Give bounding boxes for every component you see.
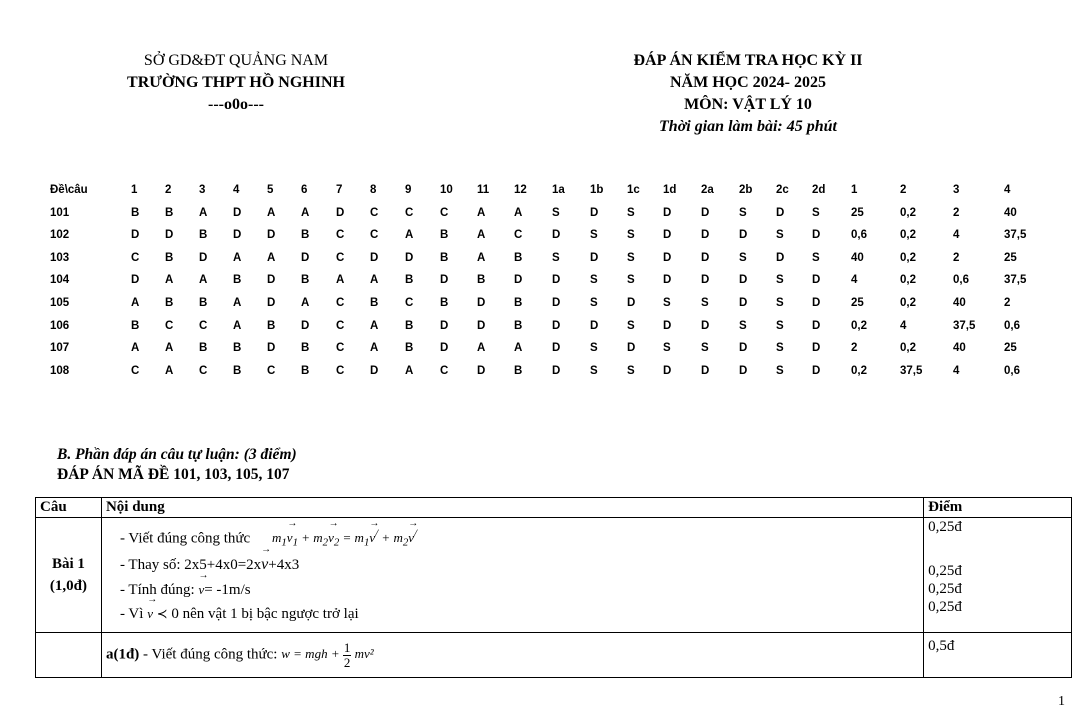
bai1-line2-text: - Thay số: 2x5+4x0=2x: [119, 557, 262, 573]
exam-title: ĐÁP ÁN KIỂM TRA HỌC KỲ II: [633, 52, 863, 69]
answer-cell: 4: [953, 229, 960, 242]
answer-cell: B: [514, 364, 523, 377]
answer-cell: S: [812, 251, 820, 264]
answer-cell: D: [663, 251, 672, 264]
answer-cell: D: [267, 229, 276, 242]
answer-cell: S: [701, 342, 709, 355]
department-name: SỞ GD&ĐT QUẢNG NAM: [143, 52, 329, 69]
answer-cell: S: [776, 319, 784, 332]
answer-cell: C: [514, 229, 523, 242]
answer-cell: A: [233, 251, 242, 264]
bai1-line-1: [106, 518, 919, 556]
answer-cell: S: [776, 364, 784, 377]
answer-cell: S: [590, 229, 598, 242]
bai1-cell: [36, 518, 102, 633]
answer-cell: 37,5: [900, 364, 923, 377]
answer-grid-row: [0, 229, 1087, 252]
answer-cell: B: [199, 229, 208, 242]
answer-cell: D: [233, 206, 242, 219]
question-number: 11: [477, 184, 490, 196]
answer-cell: S: [590, 364, 598, 377]
answer-cell: A: [301, 206, 310, 219]
exam-header: [598, 50, 898, 138]
answer-cell: D: [701, 229, 710, 242]
bai1-label: Bài 1: [52, 556, 85, 572]
question-number: 1c: [627, 184, 640, 196]
answer-cell: D: [131, 274, 140, 287]
answer-cell: 40: [953, 342, 966, 355]
answer-cell: D: [812, 296, 821, 309]
bai1-line1-text: - Viết đúng công thức: [119, 530, 251, 547]
answer-cell: D: [165, 229, 174, 242]
answer-cell: D: [301, 251, 310, 264]
question-number: 3: [199, 184, 206, 196]
question-number: 2c: [776, 184, 789, 196]
school-header: [106, 50, 366, 116]
answer-cell: A: [233, 319, 242, 332]
exam-code: 105: [50, 296, 70, 309]
bai1-line4-suffix: nên vật 1 bị bậc ngược trở lại: [182, 606, 359, 622]
answer-cell: A: [477, 206, 486, 219]
answer-cell: S: [739, 319, 747, 332]
answer-cell: 0,6: [1004, 319, 1020, 332]
answer-cell: D: [552, 319, 561, 332]
answer-cell: S: [627, 251, 635, 264]
answer-grid-header: [0, 184, 1087, 207]
answer-cell: D: [477, 364, 486, 377]
bai2a-line: [106, 633, 919, 670]
answer-cell: D: [199, 251, 208, 264]
answer-cell: 37,5: [1004, 229, 1027, 242]
answer-cell: 2: [953, 251, 960, 264]
answer-cell: D: [267, 296, 276, 309]
answer-grid-row: [0, 320, 1087, 343]
question-number: 10: [440, 184, 453, 196]
col-cau: Câu: [36, 498, 102, 518]
answer-cell: A: [165, 342, 174, 355]
answer-cell: D: [663, 229, 672, 242]
answer-grid-row: [0, 274, 1087, 297]
answer-cell: B: [165, 251, 174, 264]
answer-cell: D: [440, 274, 449, 287]
answer-cell: 4: [851, 274, 858, 287]
answer-cell: S: [552, 251, 560, 264]
question-number: 6: [301, 184, 308, 196]
answer-cell: C: [336, 319, 345, 332]
answer-cell: B: [405, 274, 414, 287]
answer-cell: D: [301, 319, 310, 332]
answer-cell: D: [701, 274, 710, 287]
points-2: 0,25đ: [928, 563, 962, 579]
subject: MÔN: VẬT LÝ 10: [684, 96, 812, 113]
duration: Thời gian làm bài: 45 phút: [659, 118, 837, 135]
bai1-line-2: [106, 556, 919, 580]
answer-cell: A: [405, 364, 414, 377]
answer-cell: A: [477, 251, 486, 264]
answer-cell: D: [627, 296, 636, 309]
points-3: 0,25đ: [928, 581, 962, 597]
bai1-line-4: - Vì → v ≺ 0 nên vật 1 bị bậc ngược trở lại: [106, 606, 919, 628]
answer-cell: A: [514, 206, 523, 219]
answer-cell: A: [370, 274, 379, 287]
answer-cell: C: [336, 342, 345, 355]
answer-cell: 0,2: [900, 296, 916, 309]
formula-left: w = mgh +: [281, 646, 340, 662]
answer-cell: C: [131, 251, 140, 264]
answer-cell: D: [267, 342, 276, 355]
answer-cell: D: [701, 364, 710, 377]
answer-cell: 40: [953, 296, 966, 309]
answer-cell: B: [165, 296, 174, 309]
answer-cell: D: [477, 296, 486, 309]
answer-cell: S: [627, 206, 635, 219]
answer-cell: C: [336, 296, 345, 309]
answer-cell: D: [776, 251, 785, 264]
exam-code: 102: [50, 229, 70, 242]
answer-cell: B: [514, 319, 523, 332]
answer-cell: D: [552, 342, 561, 355]
answer-grid-row: [0, 207, 1087, 230]
answer-cell: B: [514, 296, 523, 309]
answer-cell: S: [627, 274, 635, 287]
velocity-symbol: → v: [198, 582, 204, 598]
question-number: 4: [233, 184, 240, 196]
table-row-bai1: [36, 518, 1072, 633]
answer-cell: A: [233, 296, 242, 309]
answer-cell: A: [199, 206, 208, 219]
question-number: 2: [165, 184, 172, 196]
exam-code: 103: [50, 251, 70, 264]
answer-cell: D: [590, 319, 599, 332]
col-diem: Điểm: [924, 498, 1072, 518]
answer-cell: D: [590, 206, 599, 219]
answer-cell: 0,2: [900, 251, 916, 264]
answer-cell: C: [405, 206, 414, 219]
answer-cell: D: [440, 342, 449, 355]
answer-cell: D: [739, 296, 748, 309]
answer-cell: S: [590, 342, 598, 355]
bai2a-label: a(1đ): [105, 646, 140, 663]
answer-cell: B: [405, 319, 414, 332]
answer-cell: 37,5: [953, 319, 976, 332]
essay-answer-table: [35, 497, 1072, 678]
answer-cell: D: [552, 274, 561, 287]
question-number: 12: [514, 184, 527, 196]
question-number: 2b: [739, 184, 753, 196]
answer-cell: S: [627, 364, 635, 377]
answer-cell: C: [267, 364, 276, 377]
answer-cell: B: [131, 319, 140, 332]
answer-cell: D: [370, 364, 379, 377]
answer-cell: D: [739, 229, 748, 242]
answer-cell: B: [514, 251, 523, 264]
answer-key-grid: [0, 184, 1087, 387]
answer-cell: D: [812, 229, 821, 242]
answer-cell: D: [552, 296, 561, 309]
answer-cell: A: [477, 229, 486, 242]
answer-cell: D: [663, 364, 672, 377]
answer-grid-row: [0, 297, 1087, 320]
answer-cell: A: [199, 274, 208, 287]
answer-cell: 0,2: [900, 229, 916, 242]
answer-cell: D: [336, 206, 345, 219]
answer-cell: S: [590, 296, 598, 309]
answer-cell: D: [739, 364, 748, 377]
bai2a-text: - Viết đúng công thức:: [143, 646, 278, 663]
question-number: 4: [1004, 184, 1011, 196]
bai1-line3-text: - Tính đúng:: [119, 582, 195, 598]
answer-cell: 25: [851, 296, 864, 309]
question-number: 1d: [663, 184, 677, 196]
answer-cell: D: [701, 206, 710, 219]
answer-cell: A: [370, 319, 379, 332]
answer-cell: D: [131, 229, 140, 242]
question-number: 1: [131, 184, 138, 196]
answer-cell: D: [477, 319, 486, 332]
answer-cell: B: [233, 342, 242, 355]
answer-cell: C: [336, 251, 345, 264]
answer-cell: D: [812, 342, 821, 355]
answer-cell: D: [440, 319, 449, 332]
answer-cell: D: [405, 251, 414, 264]
answer-cell: D: [514, 274, 523, 287]
answer-cell: C: [440, 364, 449, 377]
velocity-symbol: → v: [147, 606, 153, 622]
bai1-score: (1,0đ): [49, 578, 88, 594]
bai2a-points: 0,5đ: [924, 633, 1072, 678]
answer-cell: B: [440, 296, 449, 309]
answer-cell: D: [627, 342, 636, 355]
question-number: 2d: [812, 184, 826, 196]
answer-cell: D: [739, 342, 748, 355]
answer-cell: S: [627, 319, 635, 332]
answer-cell: B: [370, 296, 379, 309]
answer-cell: C: [165, 319, 174, 332]
bai1-line3-suffix: = -1m/s: [204, 582, 251, 598]
answer-cell: S: [776, 229, 784, 242]
answer-cell: C: [370, 206, 379, 219]
answer-cell: A: [267, 251, 276, 264]
answer-cell: B: [233, 364, 242, 377]
bai2-cau-cell: [36, 633, 102, 678]
answer-cell: A: [131, 342, 140, 355]
frac-num: 1: [343, 640, 351, 655]
exam-code: 106: [50, 319, 70, 332]
answer-cell: S: [739, 251, 747, 264]
answer-cell: S: [663, 342, 671, 355]
answer-cell: A: [131, 296, 140, 309]
answer-cell: D: [701, 319, 710, 332]
answer-cell: D: [663, 274, 672, 287]
essay-codes: ĐÁP ÁN MÃ ĐỀ 101, 103, 105, 107: [57, 466, 290, 483]
answer-cell: D: [267, 274, 276, 287]
essay-section-heading: [57, 445, 297, 485]
question-number: 5: [267, 184, 274, 196]
answer-cell: D: [701, 251, 710, 264]
answer-cell: 25: [1004, 251, 1017, 264]
answer-cell: B: [301, 342, 310, 355]
answer-cell: S: [590, 274, 598, 287]
table-row-bai2a: [36, 633, 1072, 678]
answer-cell: D: [776, 206, 785, 219]
answer-cell: A: [336, 274, 345, 287]
answer-grid-row: [0, 365, 1087, 388]
answer-cell: 2: [1004, 296, 1011, 309]
points-1: 0,25đ: [928, 519, 962, 535]
question-number: 9: [405, 184, 412, 196]
answer-cell: C: [199, 364, 208, 377]
answer-cell: S: [776, 296, 784, 309]
question-number: 1a: [552, 184, 565, 196]
answer-cell: 0,2: [851, 364, 867, 377]
question-number: 1: [851, 184, 858, 196]
bai1-content: [101, 518, 923, 633]
answer-cell: S: [776, 274, 784, 287]
answer-cell: D: [739, 274, 748, 287]
answer-cell: A: [301, 296, 310, 309]
answer-grid-row: [0, 342, 1087, 365]
answer-cell: B: [301, 274, 310, 287]
answer-cell: B: [165, 206, 174, 219]
answer-cell: 4: [953, 364, 960, 377]
question-number: 7: [336, 184, 343, 196]
answer-cell: B: [131, 206, 140, 219]
answer-cell: 0,2: [900, 206, 916, 219]
answer-cell: B: [440, 229, 449, 242]
answer-cell: A: [405, 229, 414, 242]
question-number: 3: [953, 184, 960, 196]
answer-cell: C: [131, 364, 140, 377]
answer-cell: C: [336, 364, 345, 377]
frac-den: 2: [343, 655, 351, 670]
essay-heading: B. Phần đáp án câu tự luận: (3 điểm): [57, 446, 297, 463]
answer-cell: 4: [900, 319, 907, 332]
answer-cell: C: [440, 206, 449, 219]
answer-cell: B: [233, 274, 242, 287]
answer-cell: B: [405, 342, 414, 355]
exam-code: 108: [50, 364, 70, 377]
half-fraction: [343, 641, 352, 670]
answer-cell: D: [233, 229, 242, 242]
answer-cell: S: [812, 206, 820, 219]
answer-cell: B: [199, 296, 208, 309]
answer-cell: D: [590, 251, 599, 264]
answer-cell: 0,2: [851, 319, 867, 332]
exam-code: 101: [50, 206, 70, 219]
grid-corner-label: Đề\câu: [50, 184, 88, 196]
header-ornament: ---o0o---: [208, 96, 264, 113]
answer-cell: 25: [851, 206, 864, 219]
school-year: NĂM HỌC 2024- 2025: [670, 74, 826, 91]
answer-cell: 37,5: [1004, 274, 1027, 287]
question-number: 2a: [701, 184, 714, 196]
formula-right: mv²: [354, 646, 374, 662]
velocity-symbol: → v: [261, 556, 268, 574]
answer-cell: C: [199, 319, 208, 332]
answer-cell: D: [663, 206, 672, 219]
answer-cell: A: [514, 342, 523, 355]
bai1-line2-suffix: +4x3: [268, 557, 300, 573]
answer-cell: 2: [851, 342, 858, 355]
question-number: 8: [370, 184, 377, 196]
answer-cell: S: [776, 342, 784, 355]
question-number: 2: [900, 184, 907, 196]
answer-cell: A: [477, 342, 486, 355]
answer-cell: S: [701, 296, 709, 309]
school-name: TRƯỜNG THPT HỒ NGHINH: [127, 74, 345, 91]
answer-cell: 40: [1004, 206, 1017, 219]
answer-cell: 0,6: [851, 229, 867, 242]
exam-code: 107: [50, 342, 70, 355]
bai1-line4-text: - Vì: [119, 606, 144, 622]
energy-formula: [281, 640, 374, 670]
answer-cell: 0,6: [1004, 364, 1020, 377]
answer-cell: D: [552, 229, 561, 242]
answer-cell: D: [552, 364, 561, 377]
bai1-line-3: [106, 580, 919, 606]
answer-cell: 0,2: [900, 342, 916, 355]
answer-cell: A: [370, 342, 379, 355]
momentum-formula: $m_1\to v_1 + m_2\to v_2 = m_1\to v^/ + m_2\to v^/$: [272, 530, 417, 545]
points-4: 0,25đ: [928, 599, 962, 615]
answer-cell: S: [552, 206, 560, 219]
col-noi-dung: Nội dung: [101, 498, 923, 518]
answer-cell: A: [267, 206, 276, 219]
page-number: 1: [1058, 694, 1065, 709]
answer-cell: B: [301, 364, 310, 377]
answer-cell: B: [199, 342, 208, 355]
bai1-points: [924, 518, 1072, 633]
answer-cell: 0,2: [900, 274, 916, 287]
answer-cell: B: [477, 274, 486, 287]
answer-cell: C: [405, 296, 414, 309]
answer-cell: S: [739, 206, 747, 219]
exam-code: 104: [50, 274, 70, 287]
bai2a-content: [101, 633, 923, 678]
answer-cell: C: [370, 229, 379, 242]
answer-cell: 0,6: [953, 274, 969, 287]
table-header-row: [36, 498, 1072, 518]
answer-cell: B: [301, 229, 310, 242]
answer-cell: A: [165, 274, 174, 287]
answer-cell: D: [663, 319, 672, 332]
answer-cell: D: [370, 251, 379, 264]
answer-cell: B: [267, 319, 276, 332]
answer-cell: 2: [953, 206, 960, 219]
answer-cell: C: [336, 229, 345, 242]
question-number: 1b: [590, 184, 604, 196]
answer-cell: D: [812, 274, 821, 287]
answer-cell: S: [627, 229, 635, 242]
answer-cell: D: [812, 319, 821, 332]
answer-grid-row: [0, 252, 1087, 275]
answer-cell: 40: [851, 251, 864, 264]
answer-cell: D: [812, 364, 821, 377]
answer-cell: S: [663, 296, 671, 309]
answer-cell: B: [440, 251, 449, 264]
answer-cell: 25: [1004, 342, 1017, 355]
answer-cell: A: [165, 364, 174, 377]
